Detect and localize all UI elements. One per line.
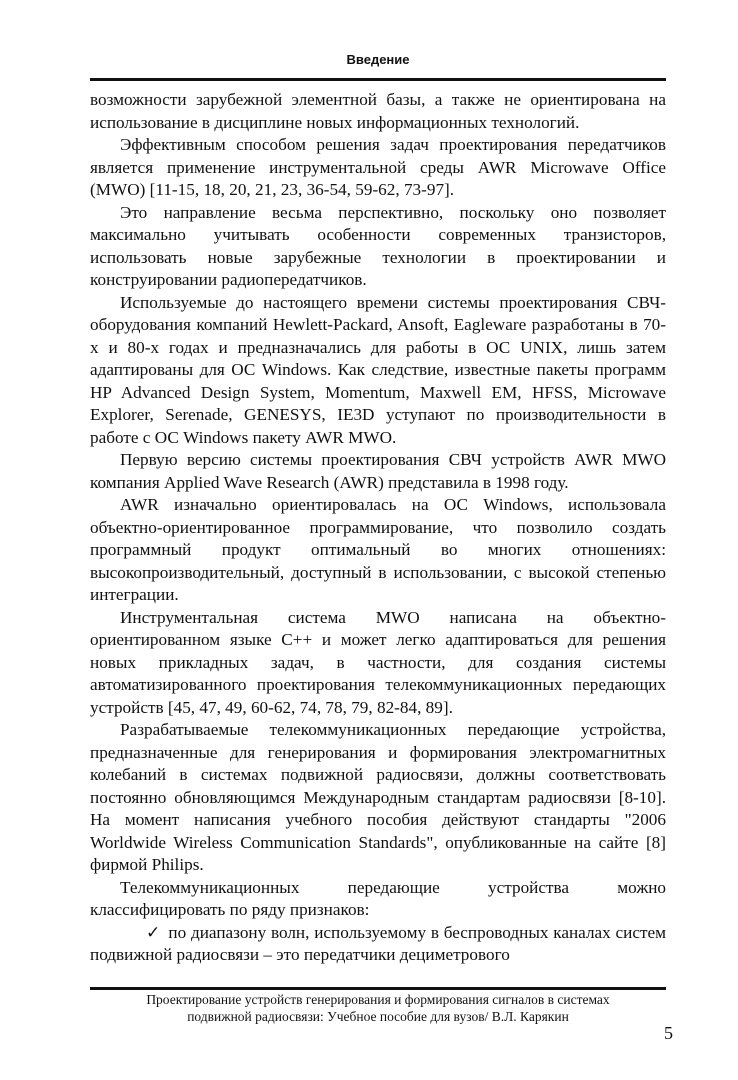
- bullet-item: [90, 922, 666, 967]
- footer-line-1: Проектирование устройств генерирования и формирования сигналов в системах: [146, 992, 610, 1007]
- page-number: 5: [664, 1023, 673, 1043]
- paragraph-direction: Это направление весьма перспективно, поскольку оно позволяет максимально учитывать особенности современных транзисторов, использовать новые зарубежные технологии в проектировании и конструировании радиопередатчиков.: [90, 202, 666, 289]
- paragraph-legacy-systems: Используемые до настоящего времени системы проектирования СВЧ-оборудования компаний Hewlett-Packard, Ansoft, Eagleware разработаны в 70-х и 80-х годах и предназначались для работы в ОС UNIX, лишь затем адаптированы для ОС Windows. Как следствие, известные пакеты программ HP Advanced Design System, Momentum, Maxwell EM, HFSS, Microwave Explorer, Serenade, GENESYS, IE3D уступают по производительности в работе с ОС Windows пакету AWR MWO.: [90, 292, 666, 447]
- header-rule: [90, 78, 666, 81]
- running-footer: [90, 991, 666, 1025]
- paragraph-first-version: Первую версию системы проектирования СВЧ устройств AWR MWO компания Applied Wave Research (AWR) представила в 1998 году.: [90, 450, 666, 492]
- paragraph-standards: Разрабатываемые телекоммуникационных передающие устройства, предназначенные для генерирования и формирования электромагнитных колебаний в системах подвижной радиосвязи, должны соответствовать постоянно обновляющимся Международным стандартам радиосвязи [8-10]. На момент написания учебного пособия действуют стандарты "2006 Worldwide Wireless Communication Standards", опубликованные на сайте [8] фирмой Philips.: [90, 720, 666, 874]
- running-header: Введение: [346, 52, 410, 67]
- paragraph-continuation: возможности зарубежной элементной базы, а также не ориентирована на использование в дисциплине новых информационных технологий.: [90, 90, 666, 132]
- paragraph-awr-mwo: Эффективным способом решения задач проектирования передатчиков является применение инструментальной среды AWR Microwave Office (MWO) [11-15, 18, 20, 21, 23, 36-54, 59-62, 73-97].: [90, 135, 666, 199]
- body-text: [90, 89, 666, 967]
- bullet-text: по диапазону волн, используемому в беспроводных каналах систем подвижной радиосвязи – это передатчики дециметрового: [90, 922, 666, 964]
- footer-line-2: подвижной радиосвязи: Учебное пособие для вузов/ В.Л. Карякин: [187, 1009, 569, 1024]
- paragraph-classification: Телекоммуникационных передающие устройства можно классифицировать по ряду признаков:: [90, 877, 666, 919]
- checkmark-icon: ✓: [146, 922, 161, 942]
- footer-rule: [90, 987, 666, 990]
- paragraph-windows-oriented: AWR изначально ориентировалась на ОС Windows, использовала объектно-ориентированное программирование, что позволило создать программный продукт оптимальный во многих отношениях: высокопроизводительный, доступный в использовании, с высокой степенью интеграции.: [90, 495, 666, 604]
- paragraph-cpp: Инструментальная система MWO написана на объектно-ориентированном языке С++ и может легко адаптироваться для решения новых прикладных задач, в частности, для создания системы автоматизированного проектирования телекоммуникационных передающих устройств [45, 47, 49, 60-62, 74, 78, 79, 82-84, 89].: [90, 607, 666, 717]
